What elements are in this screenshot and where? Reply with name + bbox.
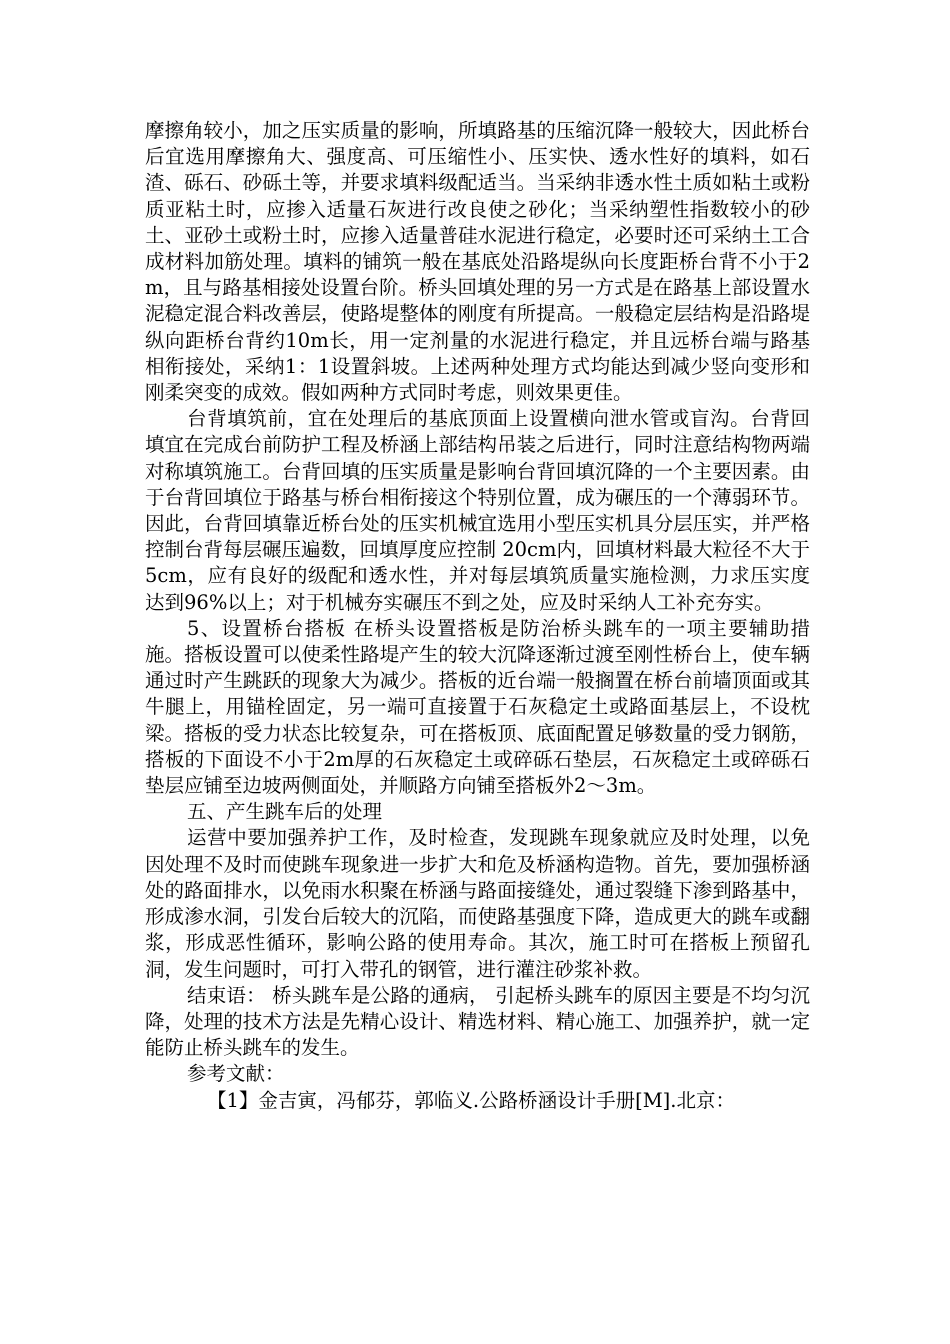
references-heading: 参考文献：	[187, 1062, 285, 1086]
document-page	[145, 118, 810, 1114]
section-heading-post-bump-treatment: 五、产生跳车后的处理	[187, 800, 383, 824]
reference-item: 【1】金吉寅，冯郁芬，郭临义.公路桥涵设计手册[M].北京：	[207, 1088, 735, 1112]
paragraph-conclusion: 结束语： 桥头跳车是公路的通病， 引起桥头跳车的原因主要是不均匀沉降，处理的技术方法是先精心设计、精选材料、精心施工、加强养护，就一定能防止桥头跳车的发生。	[145, 983, 810, 1060]
paragraph-fill-material: 摩擦角较小，加之压实质量的影响，所填路基的压缩沉降一般较大，因此桥台后宜选用摩擦角大、强度高、可压缩性小、压实快、透水性好的填料，如石渣、砾石、砂砾土等，并要求填料级配适当。当采纳非透水性土质如粘土或粉质亚粘土时，应掺入适量石灰进行改良使之砂化；当采纳塑性指数较小的砂土、亚砂土或粉土时，应掺入适量普硅水泥进行稳定，必要时还可采纳土工合成材料加筋处理。填料的铺筑一般在基底处沿路堤纵向长度距桥台背不小于2m，且与路基相接处设置台阶。桥头回填处理的另一方式是在路基上部设置水泥稳定混合料改善层，使路堤整体的刚度有所提高。一般稳定层结构是沿路堤纵向距桥台背约10m长，用一定剂量的水泥进行稳定，并且远桥台端与路基相衔接处，采纳1：1设置斜坡。上述两种处理方式均能达到减少竖向变形和刚柔突变的成效。假如两种方式同时考虑，则效果更佳。	[145, 119, 810, 405]
paragraph-maintenance: 运营中要加强养护工作，及时检查，发现跳车现象就应及时处理，以免因处理不及时而使跳车现象进一步扩大和危及桥涵构造物。首先，要加强桥涵处的路面排水，以免雨水积聚在桥涵与路面接缝处，通过裂缝下渗到路基中，形成渗水洞，引发台后较大的沉陷，而使路基强度下降，造成更大的跳车或翻浆，形成恶性循环，影响公路的使用寿命。其次，施工时可在搭板上预留孔洞，发生问题时，可打入带孔的钢管，进行灌注砂浆补救。	[145, 826, 810, 981]
paragraph-abutment-backfill: 台背填筑前，宜在处理后的基底顶面上设置横向泄水管或盲沟。台背回填宜在完成台前防护工程及桥涵上部结构吊装之后进行，同时注意结构物两端对称填筑施工。台背回填的压实质量是影响台背回填沉降的一个主要因素。由于台背回填位于路基与桥台相衔接这个特别位置，成为碾压的一个薄弱环节。因此，台背回填靠近桥台处的压实机械宜选用小型压实机具分层压实，并严格控制台背每层碾压遍数，回填厚度应控制 20cm内，回填材料最大粒径不大于5cm，应有良好的级配和透水性，并对每层填筑质量实施检测，力求压实度达到96%以上；对于机械夯实碾压不到之处，应及时采纳人工补充夯实。	[145, 407, 810, 614]
paragraph-approach-slab: 5、设置桥台搭板 在桥头设置搭板是防治桥头跳车的一项主要辅助措施。搭板设置可以使柔性路堤产生的较大沉降逐渐过渡至刚性桥台上，使车辆通过时产生跳跃的现象大为减少。搭板的近台端一般搁置在桥台前墙顶面或其牛腿上，用锚栓固定，另一端可直接置于石灰稳定土或路面基层上，不设枕梁。搭板的受力状态比较复杂，可在搭板顶、底面配置足够数量的受力钢筋，搭板的下面设不小于2m厚的石灰稳定土或碎砾石垫层，石灰稳定土或碎砾石垫层应铺至边坡两侧面处，并顺路方向铺至搭板外2～3m。	[145, 616, 810, 798]
